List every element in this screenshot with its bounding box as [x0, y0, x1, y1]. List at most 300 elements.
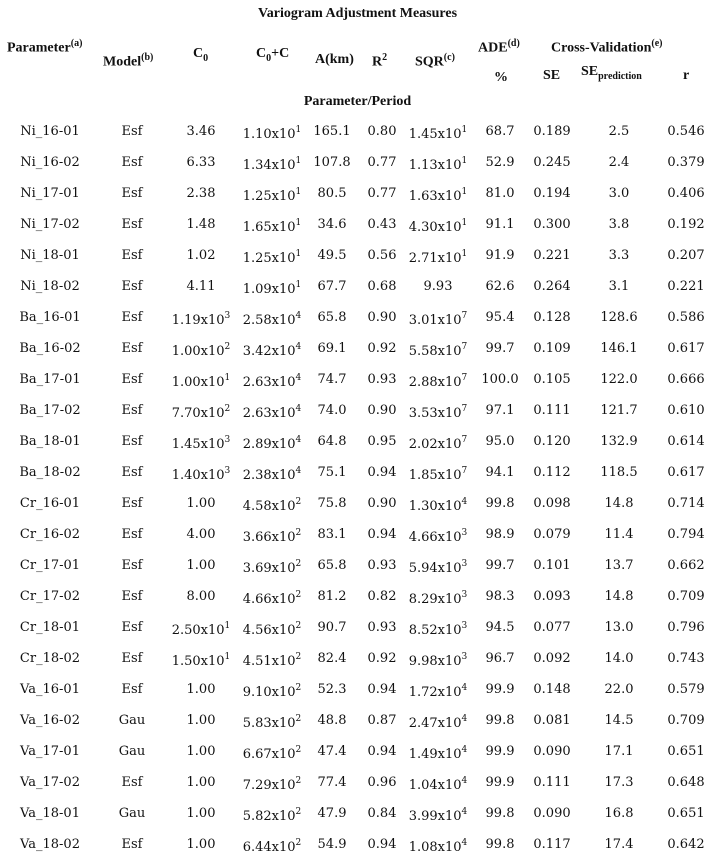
cell-r-value: 0.617	[667, 465, 705, 480]
cell-sqr-exponent: 3	[461, 528, 468, 538]
cell-model-value: Esf	[121, 403, 143, 418]
cell-se	[533, 527, 570, 542]
cell-se	[533, 620, 570, 635]
cell-sqr-value: 1.45x10	[408, 127, 462, 142]
cell-se-prediction	[605, 775, 634, 790]
cell-a	[318, 651, 347, 666]
cell-parameter	[20, 837, 80, 852]
cell-c0	[172, 623, 231, 638]
cell-c0c-exponent: 2	[295, 776, 302, 786]
cell-sqr-value: 4.30x10	[408, 220, 462, 235]
cell-se-prediction-value: 2.4	[608, 155, 630, 170]
cell-r2-value: 0.84	[367, 806, 397, 821]
cell-r-value: 0.651	[667, 806, 705, 821]
cell-a-value: 34.6	[317, 217, 347, 232]
cell-sqr-value: 5.58x10	[408, 344, 462, 359]
cell-r2-value: 0.94	[367, 744, 397, 759]
cell-ade	[486, 682, 515, 697]
cell-model	[119, 806, 146, 821]
cell-sqr	[409, 654, 468, 669]
cell-parameter-value: Va_16-01	[20, 682, 80, 697]
cell-r2-value: 0.43	[367, 217, 397, 232]
cell-se	[533, 806, 570, 821]
cell-c0c-exponent: 2	[295, 528, 302, 538]
cell-ade-value: 99.7	[485, 558, 515, 573]
header-c0c-text: C	[256, 46, 267, 61]
cell-r2-value: 0.87	[367, 713, 397, 728]
cell-r2	[368, 310, 397, 325]
cell-ade-value: 94.5	[485, 620, 515, 635]
cell-c0	[172, 344, 231, 359]
cell-sqr-value: 2.02x10	[408, 437, 462, 452]
cell-a-value: 47.4	[317, 744, 347, 759]
cell-r2	[368, 775, 397, 790]
cell-ade	[486, 744, 515, 759]
table-row	[0, 805, 715, 836]
cell-parameter	[19, 465, 80, 480]
cell-se-value: 0.092	[533, 651, 571, 666]
cell-c0c-value: 4.58x10	[242, 499, 296, 514]
cell-ade-value: 99.8	[485, 806, 515, 821]
cell-r2	[368, 744, 397, 759]
cell-r	[667, 496, 704, 511]
cell-c0c	[243, 499, 302, 514]
cell-model	[122, 124, 143, 139]
cell-parameter	[20, 806, 80, 821]
cell-sqr-exponent: 4	[461, 497, 468, 507]
cell-r2	[368, 217, 397, 232]
cell-c0-value: 4.00	[186, 527, 216, 542]
cell-se-prediction	[605, 806, 634, 821]
cell-se-prediction	[609, 279, 630, 294]
cell-c0-value: 1.00	[186, 775, 216, 790]
cell-c0	[187, 155, 216, 170]
cell-r	[667, 527, 704, 542]
cell-c0c	[243, 530, 302, 545]
cell-c0c-exponent: 2	[295, 652, 302, 662]
cell-c0	[172, 375, 231, 390]
cell-sqr-value: 2.88x10	[408, 375, 462, 390]
cell-ade-value: 97.1	[485, 403, 515, 418]
cell-parameter	[19, 341, 80, 356]
cell-model-value: Esf	[121, 310, 143, 325]
cell-se-value: 0.077	[533, 620, 571, 635]
cell-se-prediction	[609, 186, 630, 201]
cell-se-value: 0.093	[533, 589, 571, 604]
table-row	[0, 247, 715, 278]
cell-c0	[187, 713, 216, 728]
header-parameter-text: Parameter	[7, 40, 71, 56]
cell-r2-value: 0.56	[367, 248, 397, 263]
cell-a-value: 54.9	[317, 837, 347, 852]
table-row	[0, 650, 715, 681]
cell-r-value: 0.406	[667, 186, 705, 201]
cell-c0c-exponent: 4	[295, 373, 302, 383]
cell-model	[122, 682, 143, 697]
cell-r-value: 0.796	[667, 620, 705, 635]
cell-model	[122, 465, 143, 480]
cell-a	[318, 837, 347, 852]
cell-model-value: Esf	[121, 620, 143, 635]
cell-r	[667, 620, 704, 635]
cell-a	[313, 155, 350, 170]
cell-sqr-value: 1.30x10	[408, 499, 462, 514]
cell-model	[122, 527, 143, 542]
cell-c0c	[243, 623, 302, 638]
cell-sqr	[409, 406, 468, 421]
cell-c0c	[243, 840, 302, 855]
cell-ade-value: 98.3	[485, 589, 515, 604]
cell-r2	[368, 558, 397, 573]
cell-sqr-value: 1.08x10	[408, 840, 462, 855]
header-c0-sub: 0	[203, 52, 209, 64]
cell-c0c-exponent: 4	[295, 466, 302, 476]
cell-ade-value: 52.9	[485, 155, 515, 170]
cell-c0-exponent: 2	[224, 342, 231, 352]
cell-c0-exponent: 2	[224, 404, 231, 414]
table-row	[0, 495, 715, 526]
cell-c0-value: 1.00	[186, 496, 216, 511]
cell-sqr-value: 1.63x10	[408, 189, 462, 204]
cell-c0	[187, 124, 216, 139]
header-cross-validation-sup: (e)	[651, 38, 663, 49]
cell-c0-value: 1.40x10	[171, 468, 225, 483]
table-row	[0, 743, 715, 774]
cell-r2-value: 0.94	[367, 465, 397, 480]
cell-c0-value: 1.00x10	[171, 375, 225, 390]
table-row	[0, 402, 715, 433]
cell-se	[533, 744, 570, 759]
cell-r	[667, 403, 704, 418]
cell-se-prediction-value: 14.5	[604, 713, 634, 728]
cell-c0c	[243, 344, 302, 359]
cell-c0c-value: 1.10x10	[242, 127, 296, 142]
cell-c0c-value: 2.38x10	[242, 468, 296, 483]
cell-parameter	[20, 775, 80, 790]
cell-ade	[486, 837, 515, 852]
cell-sqr	[409, 158, 468, 173]
cell-c0	[187, 496, 216, 511]
header-ade-text: ADE	[478, 40, 508, 56]
cell-sqr-value: 1.04x10	[408, 778, 462, 793]
cell-sqr-value: 5.94x10	[408, 561, 462, 576]
cell-sqr-exponent: 7	[461, 373, 468, 383]
cell-sqr	[409, 840, 468, 855]
cell-ade-value: 91.1	[485, 217, 515, 232]
cell-c0	[187, 279, 216, 294]
cell-sqr-exponent: 7	[461, 466, 468, 476]
cell-se-prediction	[605, 589, 634, 604]
cell-a-value: 65.8	[317, 558, 347, 573]
cell-c0-value: 8.00	[186, 589, 216, 604]
cell-c0-value: 1.02	[186, 248, 216, 263]
cell-model-value: Gau	[118, 744, 146, 759]
cell-sqr-exponent: 7	[461, 435, 468, 445]
cell-r2-value: 0.93	[367, 558, 397, 573]
cell-ade-value: 81.0	[485, 186, 515, 201]
cell-r2	[368, 124, 397, 139]
cell-a-value: 83.1	[317, 527, 347, 542]
cell-ade-value: 98.9	[485, 527, 515, 542]
cell-r2-value: 0.77	[367, 186, 397, 201]
cell-r-value: 0.714	[667, 496, 705, 511]
cell-parameter	[19, 434, 80, 449]
cell-c0c	[243, 716, 302, 731]
cell-a-value: 75.1	[317, 465, 347, 480]
cell-se-prediction-value: 3.3	[608, 248, 630, 263]
cell-parameter	[19, 403, 80, 418]
cell-c0-value: 4.11	[186, 279, 216, 294]
cell-parameter-value: Ba_16-01	[19, 310, 81, 325]
cell-r2	[368, 682, 397, 697]
cell-a-value: 77.4	[317, 775, 347, 790]
cell-ade-value: 99.9	[485, 682, 515, 697]
cell-r	[667, 434, 704, 449]
cell-se-prediction-value: 118.5	[600, 465, 638, 480]
cell-c0c	[243, 189, 302, 204]
cell-sqr	[409, 313, 468, 328]
cell-c0c-value: 3.42x10	[242, 344, 296, 359]
cell-a	[318, 465, 347, 480]
cell-se-prediction	[605, 744, 634, 759]
cell-se-value: 0.079	[533, 527, 571, 542]
cell-se	[533, 651, 570, 666]
cell-c0c-value: 1.25x10	[242, 189, 296, 204]
table-title: Variogram Adjustment Measures	[257, 6, 458, 21]
cell-r-value: 0.221	[667, 279, 705, 294]
cell-parameter-value: Va_18-01	[20, 806, 80, 821]
cell-model-value: Esf	[121, 434, 143, 449]
cell-c0c-exponent: 2	[295, 683, 302, 693]
cell-model	[122, 403, 143, 418]
cell-parameter-value: Va_17-02	[20, 775, 80, 790]
cell-se-prediction	[609, 248, 630, 263]
cell-c0c	[243, 809, 302, 824]
cell-se-prediction	[609, 217, 630, 232]
cell-c0c-value: 2.89x10	[242, 437, 296, 452]
cell-se-prediction-value: 13.0	[604, 620, 634, 635]
cell-c0	[187, 682, 216, 697]
cell-ade-value: 99.9	[485, 775, 515, 790]
cell-r	[667, 465, 704, 480]
cell-sqr-value: 9.98x10	[408, 654, 462, 669]
cell-sqr-value: 1.13x10	[408, 158, 462, 173]
cell-a-value: 65.8	[317, 310, 347, 325]
cell-a	[318, 310, 347, 325]
cell-a	[318, 775, 347, 790]
cell-c0c	[243, 313, 302, 328]
cell-parameter-value: Cr_18-01	[19, 620, 81, 635]
table-row	[0, 712, 715, 743]
cell-c0c	[243, 282, 302, 297]
cell-se	[533, 217, 570, 232]
cell-c0c-exponent: 1	[295, 218, 302, 228]
cell-se-value: 0.221	[533, 248, 571, 263]
cell-se-value: 0.245	[533, 155, 571, 170]
cell-sqr-value: 1.72x10	[408, 685, 462, 700]
cell-r	[667, 186, 704, 201]
cell-parameter	[20, 682, 80, 697]
cell-c0-value: 1.50x10	[171, 654, 225, 669]
cell-r2-value: 0.93	[367, 372, 397, 387]
cell-r2-value: 0.96	[367, 775, 397, 790]
cell-c0-exponent: 1	[224, 652, 231, 662]
header-ade-unit: %	[494, 70, 508, 85]
cell-sqr-value: 4.66x10	[408, 530, 462, 545]
cell-sqr	[409, 251, 468, 266]
cell-r	[667, 279, 704, 294]
cell-c0-value: 1.00	[186, 713, 216, 728]
cell-c0-value: 6.33	[186, 155, 216, 170]
cell-model	[122, 155, 143, 170]
cell-a-value: 165.1	[313, 124, 351, 139]
cell-parameter	[20, 279, 80, 294]
cell-model-value: Esf	[121, 248, 143, 263]
header-c0-text: C	[193, 46, 204, 61]
cell-sqr-value: 9.93	[423, 279, 453, 294]
cell-a	[318, 186, 347, 201]
cell-c0c-exponent: 2	[295, 714, 302, 724]
cell-sqr-value: 2.47x10	[408, 716, 462, 731]
cell-a	[318, 341, 347, 356]
cell-ade-value: 91.9	[485, 248, 515, 263]
cell-ade	[481, 372, 518, 387]
header-ade	[478, 38, 520, 57]
header-model	[103, 52, 153, 71]
cell-parameter-value: Cr_17-02	[19, 589, 81, 604]
cell-c0c-value: 5.83x10	[242, 716, 296, 731]
cell-r	[667, 372, 704, 387]
cell-c0c	[243, 468, 302, 483]
cell-se	[533, 434, 570, 449]
cell-c0-value: 1.19x10	[171, 313, 225, 328]
cell-parameter	[20, 155, 80, 170]
cell-r2	[368, 651, 397, 666]
cell-c0	[187, 806, 216, 821]
cell-ade	[486, 713, 515, 728]
cell-a-value: 52.3	[317, 682, 347, 697]
cell-c0c	[243, 747, 302, 762]
cell-r-value: 0.662	[667, 558, 705, 573]
cell-r	[667, 310, 704, 325]
cell-c0c-exponent: 4	[295, 311, 302, 321]
cell-se-value: 0.111	[533, 403, 571, 418]
cell-sqr-exponent: 3	[461, 590, 468, 600]
cell-se	[533, 837, 570, 852]
cell-se-prediction-value: 121.7	[600, 403, 638, 418]
cell-a	[318, 620, 347, 635]
cell-c0c-value: 9.10x10	[242, 685, 296, 700]
cell-sqr-exponent: 7	[461, 311, 468, 321]
cell-se-prediction	[600, 465, 637, 480]
cell-c0-value: 1.48	[186, 217, 216, 232]
cell-c0-value: 2.50x10	[171, 623, 225, 638]
header-se: SE	[543, 68, 561, 83]
cell-c0c-value: 7.29x10	[242, 778, 296, 793]
cell-se-prediction	[605, 837, 634, 852]
cell-r2	[368, 589, 397, 604]
cell-se-prediction	[600, 434, 637, 449]
cell-parameter-value: Ba_17-02	[19, 403, 81, 418]
cell-c0c-value: 5.82x10	[242, 809, 296, 824]
cell-se-value: 0.300	[533, 217, 571, 232]
cell-a-value: 67.7	[317, 279, 347, 294]
cell-model	[122, 341, 143, 356]
cell-c0-value: 3.46	[186, 124, 216, 139]
header-model-text: Model	[103, 54, 142, 70]
cell-sqr-exponent: 4	[461, 745, 468, 755]
cell-sqr-exponent: 1	[461, 218, 468, 228]
cell-model	[122, 186, 143, 201]
cell-r	[667, 217, 704, 232]
cell-sqr-exponent: 4	[461, 714, 468, 724]
cell-se-prediction-value: 146.1	[600, 341, 638, 356]
cell-c0c-exponent: 2	[295, 745, 302, 755]
cell-a-value: 81.2	[317, 589, 347, 604]
cell-model	[122, 279, 143, 294]
cell-r-value: 0.709	[667, 713, 705, 728]
cell-model	[122, 372, 143, 387]
cell-r2	[368, 403, 397, 418]
cell-se-prediction-value: 2.5	[608, 124, 630, 139]
cell-c0-exponent: 1	[224, 621, 231, 631]
cell-se-value: 0.105	[533, 372, 571, 387]
cell-model	[122, 248, 143, 263]
cell-model-value: Esf	[121, 589, 143, 604]
cell-model-value: Esf	[121, 279, 143, 294]
cell-se-value: 0.148	[533, 682, 571, 697]
cell-c0c	[243, 158, 302, 173]
cell-model	[122, 620, 143, 635]
table-row	[0, 464, 715, 495]
cell-r	[667, 155, 704, 170]
cell-c0c-exponent: 4	[295, 435, 302, 445]
cell-ade-value: 99.9	[485, 744, 515, 759]
cell-parameter-value: Ba_16-02	[19, 341, 81, 356]
header-se-prediction-sub: prediction	[598, 70, 642, 82]
cell-c0c	[243, 561, 302, 576]
table-row	[0, 836, 715, 867]
cell-model	[122, 558, 143, 573]
cell-sqr	[409, 127, 468, 142]
cell-sqr-value: 3.53x10	[408, 406, 462, 421]
cell-ade	[486, 589, 515, 604]
cell-c0c	[243, 406, 302, 421]
cell-se-prediction-value: 3.1	[608, 279, 630, 294]
cell-se-value: 0.090	[533, 744, 571, 759]
cell-se	[533, 248, 570, 263]
cell-parameter	[20, 744, 80, 759]
cell-ade-value: 99.7	[485, 341, 515, 356]
cell-r2-value: 0.90	[367, 310, 397, 325]
cell-a-value: 48.8	[317, 713, 347, 728]
cell-r2	[368, 372, 397, 387]
cell-ade-value: 95.4	[485, 310, 515, 325]
cell-se-prediction-value: 22.0	[604, 682, 634, 697]
cell-model	[122, 217, 143, 232]
cell-r	[667, 837, 704, 852]
cell-parameter-value: Ni_17-01	[20, 186, 80, 201]
cell-ade	[486, 806, 515, 821]
cell-sqr-value: 1.85x10	[408, 468, 462, 483]
cell-a-value: 49.5	[317, 248, 347, 263]
cell-se-prediction-value: 132.9	[600, 434, 638, 449]
cell-parameter	[20, 713, 80, 728]
cell-sqr	[409, 778, 468, 793]
cell-sqr-value: 2.71x10	[408, 251, 462, 266]
cell-se-prediction-value: 14.8	[604, 589, 634, 604]
cell-c0	[172, 437, 231, 452]
